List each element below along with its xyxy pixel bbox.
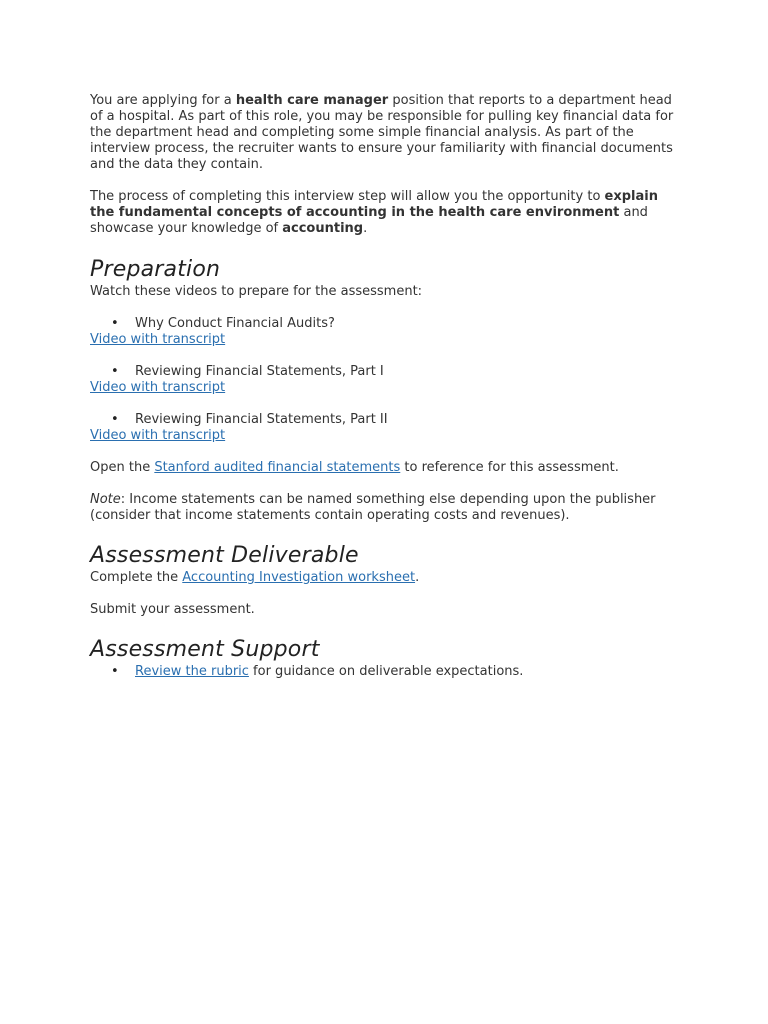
intro-text: The process of completing this interview step will allow you the opportunity to bbox=[90, 189, 605, 204]
intro-objective-bold: explain the fundamental concepts of accounting in the health care environment bbox=[90, 189, 658, 220]
video-transcript-link[interactable]: Video with transcript bbox=[90, 428, 226, 443]
support-list-item bbox=[90, 664, 680, 680]
note-label: Note bbox=[90, 492, 121, 507]
preparation-lead: Watch these videos to prepare for the assessment: bbox=[90, 284, 423, 299]
intro-paragraph-2 bbox=[90, 189, 680, 237]
intro-paragraph-1 bbox=[90, 93, 680, 173]
video-item bbox=[90, 316, 680, 348]
rubric-link[interactable]: Review the rubric bbox=[135, 664, 249, 679]
video-transcript-link[interactable]: Video with transcript bbox=[90, 380, 226, 395]
note-paragraph bbox=[90, 492, 680, 524]
rubric-text: for guidance on deliverable expectations. bbox=[248, 664, 524, 679]
intro-role-bold: health care manager bbox=[235, 93, 389, 108]
intro-text: . bbox=[363, 221, 368, 236]
intro-text: You are applying for a bbox=[90, 93, 236, 108]
video-item bbox=[90, 364, 680, 396]
video-title: • Reviewing Financial Statements, Part I bbox=[90, 364, 680, 380]
complete-paragraph bbox=[90, 570, 680, 586]
intro-text: and showcase your knowledge of bbox=[90, 205, 648, 236]
open-text: Open the bbox=[90, 460, 155, 475]
preparation-heading: Preparation bbox=[90, 257, 221, 282]
video-transcript-link[interactable]: Video with transcript bbox=[90, 332, 226, 347]
support-heading: Assessment Support bbox=[90, 637, 320, 662]
intro-text: position that reports to a department head of a hospital. As part of this role, you may be responsible for pulling key financial data for the department head and completing some simple financial analysis. As part of the interview process, the recruiter wants to ensure your familiarity with financial documents and the data they contain. bbox=[90, 93, 674, 172]
submit-paragraph: Submit your assessment. bbox=[90, 602, 255, 617]
video-item bbox=[90, 412, 680, 444]
open-statements-paragraph bbox=[90, 460, 680, 476]
note-text: : Income statements can be named something else depending upon the publisher (consider that income statements contain operating costs and revenues). bbox=[90, 492, 656, 523]
stanford-statements-link[interactable]: Stanford audited financial statements bbox=[154, 460, 401, 475]
video-title: • Reviewing Financial Statements, Part II bbox=[90, 412, 680, 428]
video-title: • Why Conduct Financial Audits? bbox=[90, 316, 680, 332]
deliverable-heading: Assessment Deliverable bbox=[90, 543, 359, 568]
complete-text: Complete the bbox=[90, 570, 183, 585]
assessment-page bbox=[90, 93, 680, 680]
support-list bbox=[90, 664, 680, 680]
intro-accounting-bold: accounting bbox=[282, 221, 364, 236]
open-text: to reference for this assessment. bbox=[400, 460, 619, 475]
worksheet-link[interactable]: Accounting Investigation worksheet bbox=[182, 570, 416, 585]
complete-text: . bbox=[415, 570, 420, 585]
